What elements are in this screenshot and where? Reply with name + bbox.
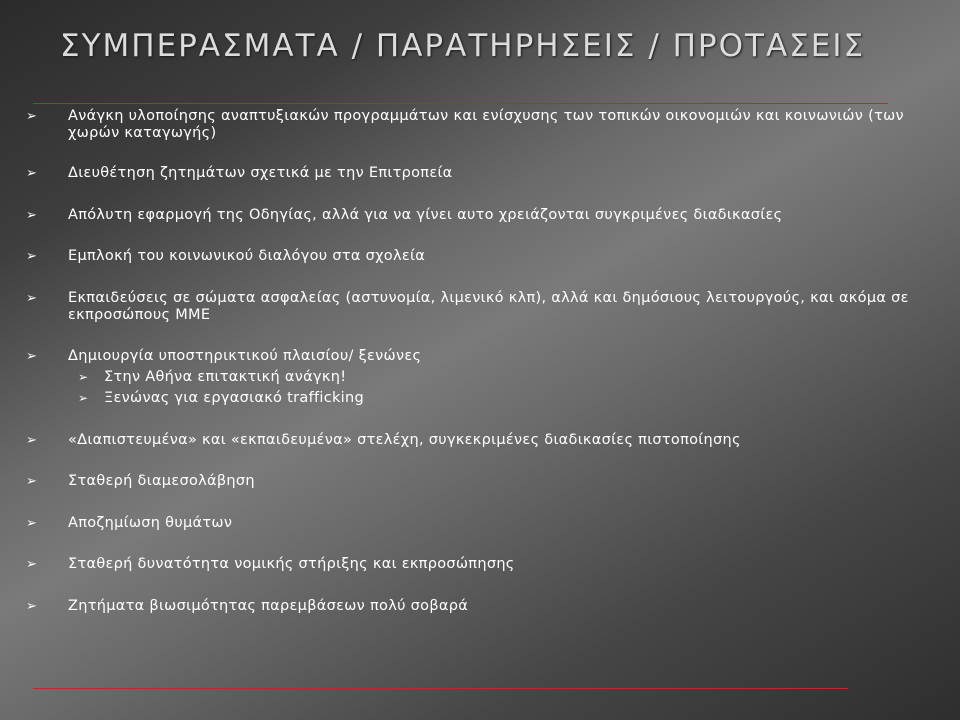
list-item-text: Σταθερή δυνατότητα νομικής στήριξης και εκπροσώπησης — [68, 556, 515, 572]
arrow-bullet-icon: ➢ — [26, 109, 37, 124]
arrow-bullet-icon: ➢ — [26, 433, 37, 448]
list-item-text: Εκπαιδεύσεις σε σώματα ασφαλείας (αστυνομία, λιμενικό κλπ), αλλά και δημόσιους λειτουργούς, και ακόμα σε εκπροσώπους ΜΜΕ — [68, 290, 909, 323]
arrow-bullet-icon: ➢ — [26, 557, 37, 572]
list-item-text: Δημιουργία υποστηρικτικού πλαισίου/ ξενώνες — [68, 348, 422, 364]
slide-title: ΣΥΜΠΕΡΑΣΜΑΤΑ / ΠΑΡΑΤΗΡΗΣΕΙΣ / ΠΡΟΤΑΣΕΙΣ — [60, 28, 866, 64]
list-item-text: Σταθερή διαμεσολάβηση — [68, 473, 255, 489]
arrow-bullet-icon: ➢ — [26, 249, 37, 264]
arrow-bullet-icon: ➢ — [26, 208, 37, 223]
arrow-bullet-icon: ➢ — [78, 391, 89, 405]
list-item-text: Απόλυτη εφαρμογή της Οδηγίας, αλλά για να γίνει αυτο χρειάζονται συγκριμένες διαδικασίες — [68, 207, 783, 223]
arrow-bullet-icon: ➢ — [26, 166, 37, 181]
list-item-text: Στην Αθήνα επιτακτική ανάγκη! — [104, 369, 347, 385]
arrow-bullet-icon: ➢ — [26, 474, 37, 489]
list-item-text: Διευθέτηση ζητημάτων σχετικά με την Επιτροπεία — [68, 165, 453, 181]
arrow-bullet-icon: ➢ — [26, 516, 37, 531]
arrow-bullet-icon: ➢ — [26, 599, 37, 614]
list-item-text: Αποζημίωση θυμάτων — [68, 515, 233, 531]
list-item-text: Εμπλοκή του κοινωνικού διαλόγου στα σχολεία — [68, 248, 426, 264]
title-underline — [33, 103, 888, 104]
list-item-text: Ξενώνας για εργασιακό trafficking — [104, 390, 364, 406]
list-item-text: Ανάγκη υλοποίησης αναπτυξιακών προγραμμάτων και ενίσχυσης των τοπικών οικονομιών και κοινωνιών (των χωρών καταγωγής) — [68, 108, 904, 141]
arrow-bullet-icon: ➢ — [26, 291, 37, 306]
list-item-text: Ζητήματα βιωσιμότητας παρεμβάσεων πολύ σοβαρά — [68, 598, 469, 614]
arrow-bullet-icon: ➢ — [78, 370, 89, 384]
arrow-bullet-icon: ➢ — [26, 349, 37, 364]
list-item-text: «Διαπιστευμένα» και «εκπαιδευμένα» στελέχη, συγκεκριμένες διαδικασίες πιστοποίησης — [68, 432, 741, 448]
footer-rule — [33, 688, 848, 689]
